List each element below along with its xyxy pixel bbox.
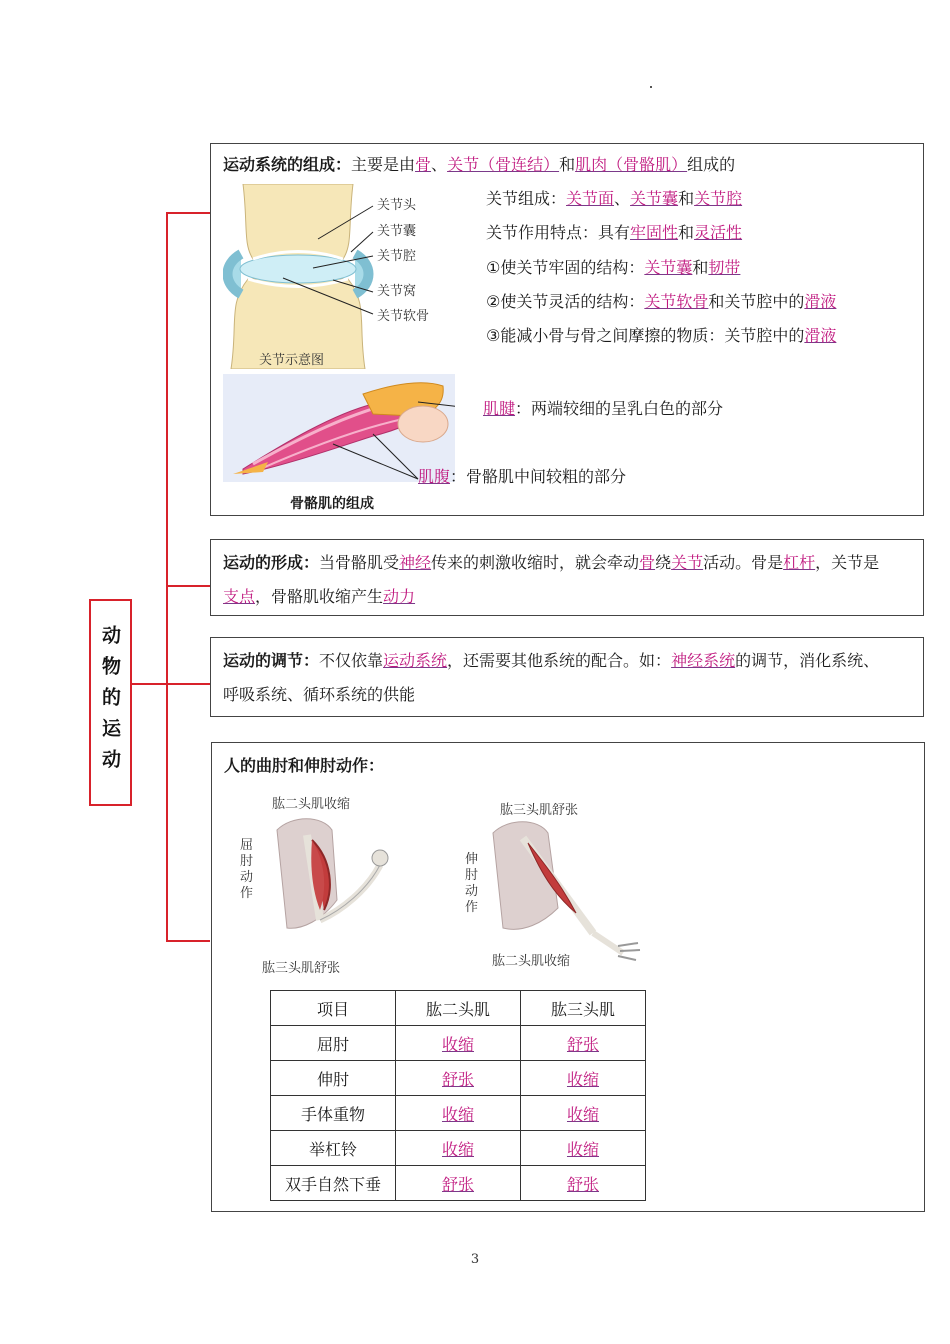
answer-muscle-belly: 肌腹 <box>418 467 451 486</box>
table-cell: 屈肘 <box>271 1026 396 1061</box>
table-cell <box>396 1026 521 1061</box>
table-cell: 双手自然下垂 <box>271 1166 396 1201</box>
regulation-text: 呼吸系统、循环系统的供能 <box>223 685 416 704</box>
regulation-text: 不仅依靠 <box>319 651 384 670</box>
joint-label-cartilage: 关节软骨 <box>377 309 430 324</box>
main-title-box <box>89 599 132 806</box>
bracket-branch-title <box>131 683 167 685</box>
joint-parts: 关节组成：关节面、关节囊和关节腔 <box>486 189 743 208</box>
belly-desc <box>418 460 626 494</box>
flex-mid: 和关节腔中的 <box>708 292 805 311</box>
answer-joint-2: 关节 <box>671 553 704 572</box>
conjunction: 和 <box>559 155 576 174</box>
answer-tendon: 肌腱 <box>483 399 516 418</box>
answer-fulcrum: 支点 <box>223 587 256 606</box>
answer-firmness: 牢固性 <box>630 223 679 242</box>
answer-joint-cavity: 关节腔 <box>694 189 743 208</box>
extend-top-label: 肱三头肌舒张 <box>500 803 579 818</box>
table-header-cell: 项目 <box>271 991 396 1026</box>
formation-text: 传来的刺激收缩时，就会牵动 <box>431 553 640 572</box>
joint-features: 关节作用特点：具有牢固性和灵活性 <box>486 223 743 242</box>
answer-power: 动力 <box>383 587 416 606</box>
bracket-branch-elbow <box>166 940 210 942</box>
bracket-branch-regulation <box>166 683 210 685</box>
table-header-row <box>271 991 646 1026</box>
table-cell <box>396 1131 521 1166</box>
answer-motor-system: 运动系统 <box>383 651 448 670</box>
answer-cartilage: 关节软骨 <box>644 292 709 311</box>
formation-text: ，骨骼肌收缩产生 <box>255 587 384 606</box>
friction-label: ③能减小骨与骨之间摩擦的物质：关节腔中的 <box>486 326 805 345</box>
table-cell <box>396 1166 521 1201</box>
table-cell <box>521 1061 646 1096</box>
formation-text: 绕 <box>655 553 672 572</box>
friction-structure <box>486 319 836 353</box>
formation-heading: 运动的形成： <box>223 553 320 572</box>
main-title: 动物的运动 <box>99 625 121 780</box>
table-row <box>271 1096 646 1131</box>
formation-line-1 <box>223 546 879 580</box>
flex-top-label: 肱二头肌收缩 <box>272 797 351 812</box>
table-cell <box>521 1166 646 1201</box>
table-answer: 收缩 <box>566 1104 599 1124</box>
joint-diagram <box>223 184 453 369</box>
table-answer: 收缩 <box>566 1139 599 1159</box>
table-cell <box>396 1096 521 1131</box>
formation-text: 当骨骼肌受 <box>319 553 400 572</box>
regulation-text: ，还需要其他系统的配合。如： <box>447 651 672 670</box>
table-header-cell: 肱二头肌 <box>396 991 521 1026</box>
answer-muscle: 肌肉（骨骼肌） <box>575 155 688 174</box>
regulation-box <box>210 637 924 717</box>
muscle-figure-caption: 骨骼肌的组成 <box>290 496 374 512</box>
belly-description: ：骨骼肌中间较粗的部分 <box>450 467 627 486</box>
formation-text: ，关节是 <box>815 553 880 572</box>
tendon-description: ：两端较细的呈乳白色的部分 <box>515 399 724 418</box>
firm-structure: ①使关节牢固的结构：关节囊和韧带 <box>486 258 741 277</box>
answer-lever: 杠杆 <box>783 553 816 572</box>
table-answer: 舒张 <box>566 1174 599 1194</box>
table-row <box>271 1131 646 1166</box>
formation-box <box>210 539 924 616</box>
answer-synovial-2: 滑液 <box>804 326 837 345</box>
table-header-cell: 肱三头肌 <box>521 991 646 1026</box>
composition-text-end: 组成的 <box>687 155 736 174</box>
elbow-heading-line <box>224 749 384 783</box>
table-cell: 举杠铃 <box>271 1131 396 1166</box>
answer-ligament: 韧带 <box>708 258 741 277</box>
answer-nerve: 神经 <box>399 553 432 572</box>
formation-line-2 <box>223 580 415 614</box>
separator: 、 <box>431 155 448 174</box>
joint-label-capsule: 关节囊 <box>377 224 417 239</box>
regulation-line-1 <box>223 644 879 678</box>
bracket-branch-composition <box>166 212 210 214</box>
flex-side-label: 屈肘动作 <box>240 838 254 901</box>
joint-parts-label: 关节组成： <box>486 189 567 208</box>
regulation-text: 的调节，消化系统、 <box>735 651 880 670</box>
answer-capsule: 关节囊 <box>644 258 693 277</box>
joint-feature-label: 关节作用特点：具有 <box>486 223 631 242</box>
table-cell: 手体重物 <box>271 1096 396 1131</box>
formation-text: 活动。骨是 <box>703 553 784 572</box>
answer-flexibility: 灵活性 <box>694 223 743 242</box>
flex-elbow-diagram <box>262 810 402 955</box>
composition-intro <box>223 148 735 182</box>
table-cell <box>521 1131 646 1166</box>
page-number: 3 <box>470 1252 480 1267</box>
flex-bottom-label: 肱三头肌舒张 <box>262 961 341 976</box>
answer-bone-2: 骨 <box>639 553 656 572</box>
joint-label-head: 关节头 <box>377 198 417 213</box>
extend-elbow-diagram <box>488 818 653 968</box>
joint-figure-caption: 关节示意图 <box>259 353 325 368</box>
answer-synovial-1: 滑液 <box>804 292 837 311</box>
table-answer: 舒张 <box>441 1174 474 1194</box>
table-row <box>271 1061 646 1096</box>
answer-joint-surface: 关节面 <box>566 189 615 208</box>
table-cell <box>521 1096 646 1131</box>
tendon-desc <box>483 392 723 426</box>
flex-structure <box>486 285 836 319</box>
table-answer: 收缩 <box>441 1104 474 1124</box>
table-answer: 收缩 <box>441 1034 474 1054</box>
composition-heading: 运动系统的组成： <box>223 155 352 174</box>
regulation-heading: 运动的调节： <box>223 651 320 670</box>
elbow-heading: 人的曲肘和伸肘动作： <box>224 756 385 775</box>
table-answer: 收缩 <box>566 1069 599 1089</box>
joint-label-cavity: 关节腔 <box>377 249 417 264</box>
table-cell <box>521 1026 646 1061</box>
stray-dot <box>650 86 652 88</box>
regulation-line-2 <box>223 678 415 712</box>
extend-side-label: 伸肘动作 <box>465 852 479 915</box>
table-answer: 收缩 <box>441 1139 474 1159</box>
answer-joint-capsule: 关节囊 <box>630 189 679 208</box>
composition-box <box>210 143 924 516</box>
flex-label: ②使关节灵活的结构： <box>486 292 645 311</box>
answer-bone: 骨 <box>415 155 432 174</box>
muscle-table <box>270 990 646 1201</box>
table-row <box>271 1166 646 1201</box>
table-row <box>271 1026 646 1061</box>
firm-label: ①使关节牢固的结构： <box>486 258 645 277</box>
answer-nervous-system: 神经系统 <box>671 651 736 670</box>
table-cell: 伸肘 <box>271 1061 396 1096</box>
bracket-vertical-line <box>166 212 168 942</box>
table-answer: 舒张 <box>566 1034 599 1054</box>
joint-label-socket: 关节窝 <box>377 284 417 299</box>
composition-text: 主要是由 <box>351 155 416 174</box>
bracket-branch-formation <box>166 585 210 587</box>
answer-joint: 关节（骨连结） <box>447 155 560 174</box>
extend-bottom-label: 肱二头肌收缩 <box>492 954 571 969</box>
table-answer: 舒张 <box>441 1069 474 1089</box>
table-cell <box>396 1061 521 1096</box>
